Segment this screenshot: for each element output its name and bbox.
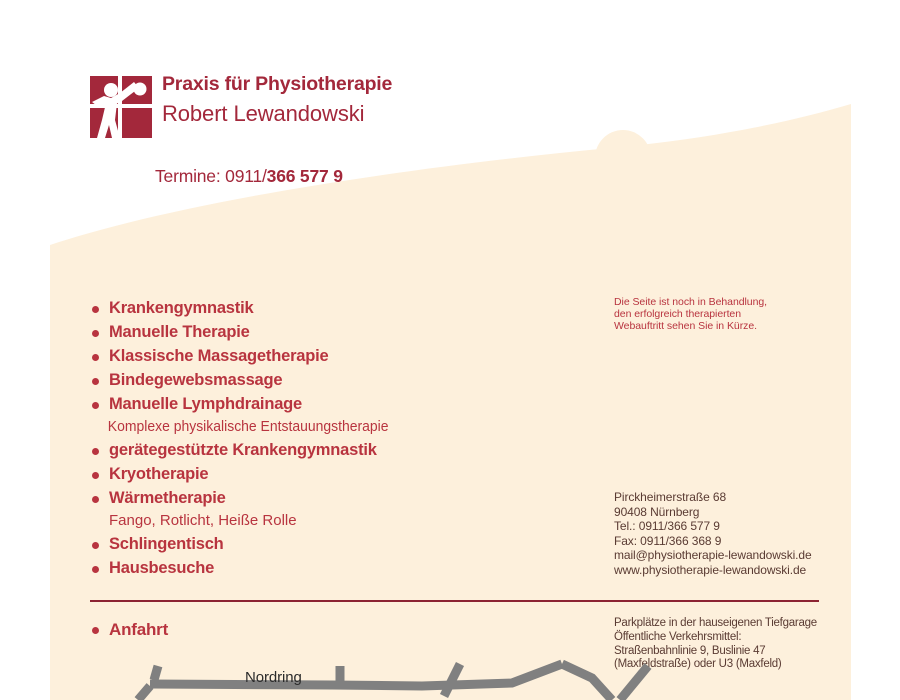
transit-label: Öffentliche Verkehrsmittel: <box>614 630 742 643</box>
service-label: Schlingentisch <box>109 535 224 553</box>
service-item <box>92 320 562 344</box>
service-label: Hausbesuche <box>109 559 215 577</box>
bullet-icon <box>92 402 99 409</box>
brand-title-secondary: Robert Lewandowski <box>162 101 365 127</box>
notice-line: Die Seite ist noch in Behandlung, <box>614 296 768 308</box>
parking-info: Parkplätze in der hauseigenen Tiefgarage <box>614 617 817 629</box>
service-sublabel: Komplexe physikalische Entstauungstherapie <box>107 418 389 435</box>
bullet-icon <box>92 306 99 313</box>
ball-icon <box>134 83 147 96</box>
directions-heading-label: Anfahrt <box>109 620 169 639</box>
map-roads-graphic <box>92 652 652 700</box>
contact-website[interactable]: www.physiotherapie-lewandowski.de <box>614 562 807 577</box>
service-label: Kryotherapie <box>109 465 209 483</box>
notice-line: den erfolgreich therapierten <box>614 308 742 321</box>
contact-email[interactable]: mail@physiotherapie-lewandowski.de <box>614 548 812 562</box>
bullet-icon <box>92 378 99 385</box>
service-sublabel: Fango, Rotlicht, Heiße Rolle <box>109 512 297 529</box>
brand-logo-text <box>162 74 492 128</box>
brand-title-primary: Praxis für Physiotherapie <box>162 73 393 95</box>
bullet-icon <box>92 542 99 549</box>
section-divider <box>90 600 819 602</box>
bullet-icon <box>92 448 99 455</box>
service-item <box>92 344 562 368</box>
service-item <box>92 368 562 392</box>
service-item <box>92 296 562 320</box>
service-item <box>92 392 562 416</box>
physiotherapy-figure-logo-icon <box>90 76 152 138</box>
contact-telephone: Tel.: 0911/366 577 9 <box>614 519 720 533</box>
contact-fax: Fax: 0911/366 368 9 <box>614 533 722 548</box>
appointments-phone <box>155 166 343 187</box>
service-label: Bindegewebsmassage <box>109 371 283 389</box>
bullet-icon <box>92 566 99 573</box>
bullet-icon <box>92 496 99 503</box>
directions-heading <box>92 618 168 642</box>
transit-lines: Straßenbahnlinie 9, Buslinie 47 <box>614 644 766 657</box>
decorative-circle <box>595 130 651 186</box>
service-label: gerätegestützte Krankengymnastik <box>109 441 377 459</box>
service-item <box>92 462 562 486</box>
bullet-icon <box>92 330 99 337</box>
under-construction-notice <box>614 296 829 333</box>
appointments-number: 366 577 9 <box>266 166 343 186</box>
brand-logo <box>90 73 490 150</box>
map-road-label: Nordring <box>245 669 302 686</box>
service-item <box>92 532 562 556</box>
service-label: Manuelle Therapie <box>109 323 250 341</box>
service-label: Manuelle Lymphdrainage <box>109 395 303 413</box>
service-label: Wärmetherapie <box>109 489 226 507</box>
service-item <box>92 438 562 462</box>
service-item <box>92 556 562 580</box>
service-label: Krankengymnastik <box>109 299 254 317</box>
address-street: Pirckheimerstraße 68 <box>614 490 727 504</box>
contact-address <box>614 490 834 577</box>
services-list <box>92 296 562 580</box>
appointments-prefix: Termine: 0911/ <box>155 166 267 186</box>
bullet-icon <box>92 472 99 479</box>
bullet-icon <box>92 627 99 634</box>
service-label: Klassische Massagetherapie <box>109 347 329 365</box>
service-item <box>92 486 562 510</box>
location-map[interactable] <box>92 652 652 700</box>
transit-stops: (Maxfeldstraße) oder U3 (Maxfeld) <box>614 658 782 671</box>
address-city: 90408 Nürnberg <box>614 504 700 519</box>
notice-line: Webauftritt sehen Sie in Kürze. <box>614 320 757 333</box>
bullet-icon <box>92 354 99 361</box>
